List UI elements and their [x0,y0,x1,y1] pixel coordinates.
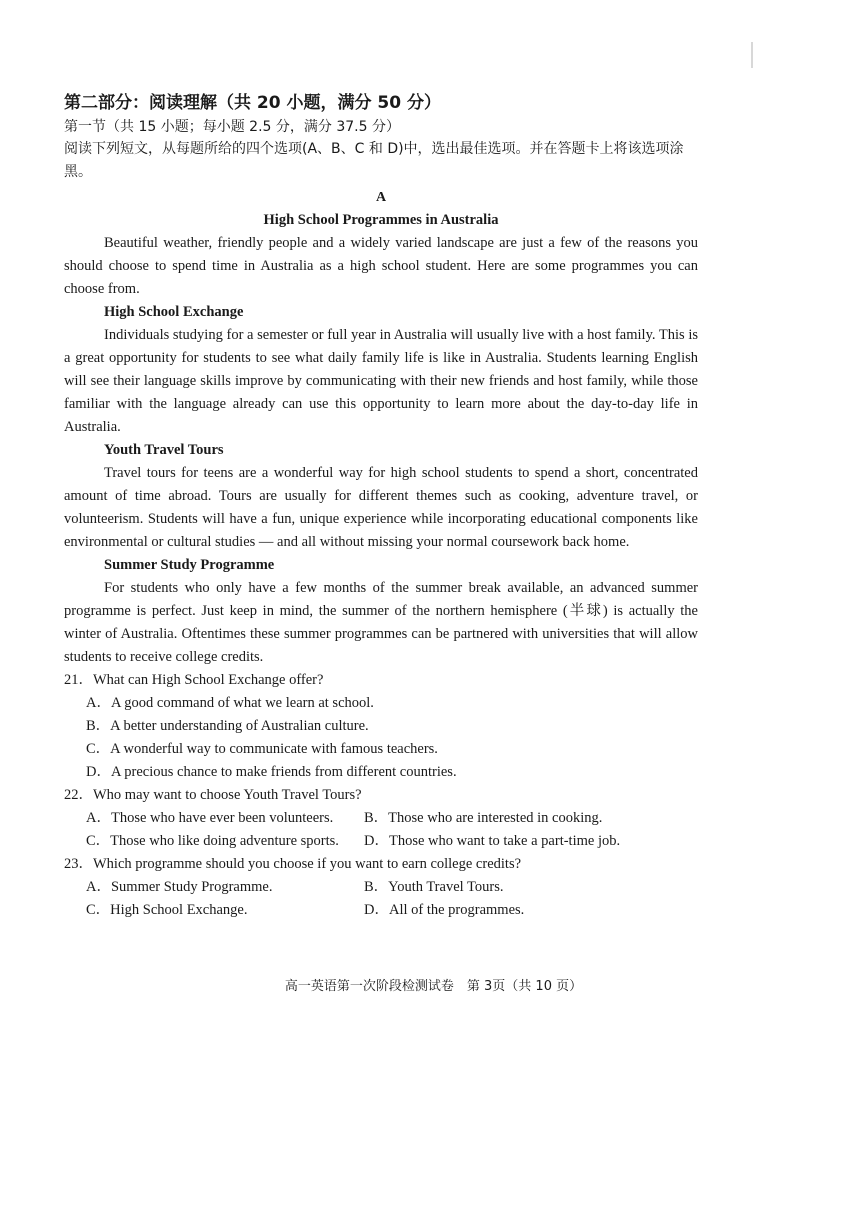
question-option: B．Those who are interested in cooking. [364,810,603,826]
passage-title: High School Programmes in Australia [263,212,499,228]
instructions: 阅读下列短文，从每题所给的四个选项(A、B、C 和 D)中，选出最佳选项。并在答题卡上将该选项涂黑。 [64,141,684,180]
question-option: B．Youth Travel Tours. [364,879,504,895]
question-option: C．Those who like doing adventure sports. [86,833,339,849]
section-line: 第一节（共 15 小题；每小题 2.5 分，满分 37.5 分） [64,119,400,135]
question-stem: 23．Which programme should you choose if you want to earn college credits? [64,856,522,872]
section-heading: Youth Travel Tours [104,442,224,458]
option-row [64,899,698,922]
question-option: A．Those who have ever been volunteers. [86,810,334,826]
passage-intro: Beautiful weather, friendly people and a widely varied landscape are just a few of the reasons you should choose to spend time in Australia as a high school student. Here are some programmes you can choose from. [64,235,698,297]
question-option: A．A good command of what we learn at school. [86,695,374,711]
question-option: D．Those who want to take a part-time job. [364,833,621,849]
question-option: C．A wonderful way to communicate with famous teachers. [86,741,438,757]
question-option: D．All of the programmes. [364,902,525,918]
section-heading: Summer Study Programme [104,557,275,573]
question-option: A．Summer Study Programme. [86,879,273,895]
section-text: Individuals studying for a semester or full year in Australia will usually live with a host family. This is a great opportunity for students to see what daily family life is like in Australia. Students learning English will see their language skills improve by communicating with their new friends and host family, while those familiar with the language already can use this opportunity to learn more about the day-to-day life in Australia. [64,327,698,435]
option-row [64,830,698,853]
part-title: 第二部分：阅读理解（共 20 小题，满分 50 分） [64,93,441,113]
section-text: Travel tours for teens are a wonderful way for high school students to spend a short, concentrated amount of time abroad. Tours are usually for different themes such as cooking, adventure travel, or volunteerism. Students will have a fun, unique experience while incorporating educational components like environmental or cultural studies — and all without missing your normal coursework back home. [64,465,698,550]
option-row [64,807,698,830]
passage-letter: A [375,190,387,205]
question-stem: 21．What can High School Exchange offer? [64,672,324,688]
page-footer: 高一英语第一次阶段检测试卷 第 3页（共 10 页） [284,979,583,994]
option-row [64,876,698,899]
section-text: For students who only have a few months of the summer break available, an advanced summer programme is perfect. Just keep in mind, the summer of the northern hemisphere (半球) is actually the winter of Australia. Oftentimes these summer programmes can be partnered with universities that will allow students to receive college credits. [64,580,698,665]
exam-page [64,90,698,922]
question-option: C．High School Exchange. [86,902,248,918]
section-heading: High School Exchange [104,304,244,320]
question-option: D．A precious chance to make friends from different countries. [86,764,457,780]
question-stem: 22．Who may want to choose Youth Travel Tours? [64,787,362,803]
question-option: B．A better understanding of Australian culture. [86,718,369,734]
scan-mark [751,42,753,68]
